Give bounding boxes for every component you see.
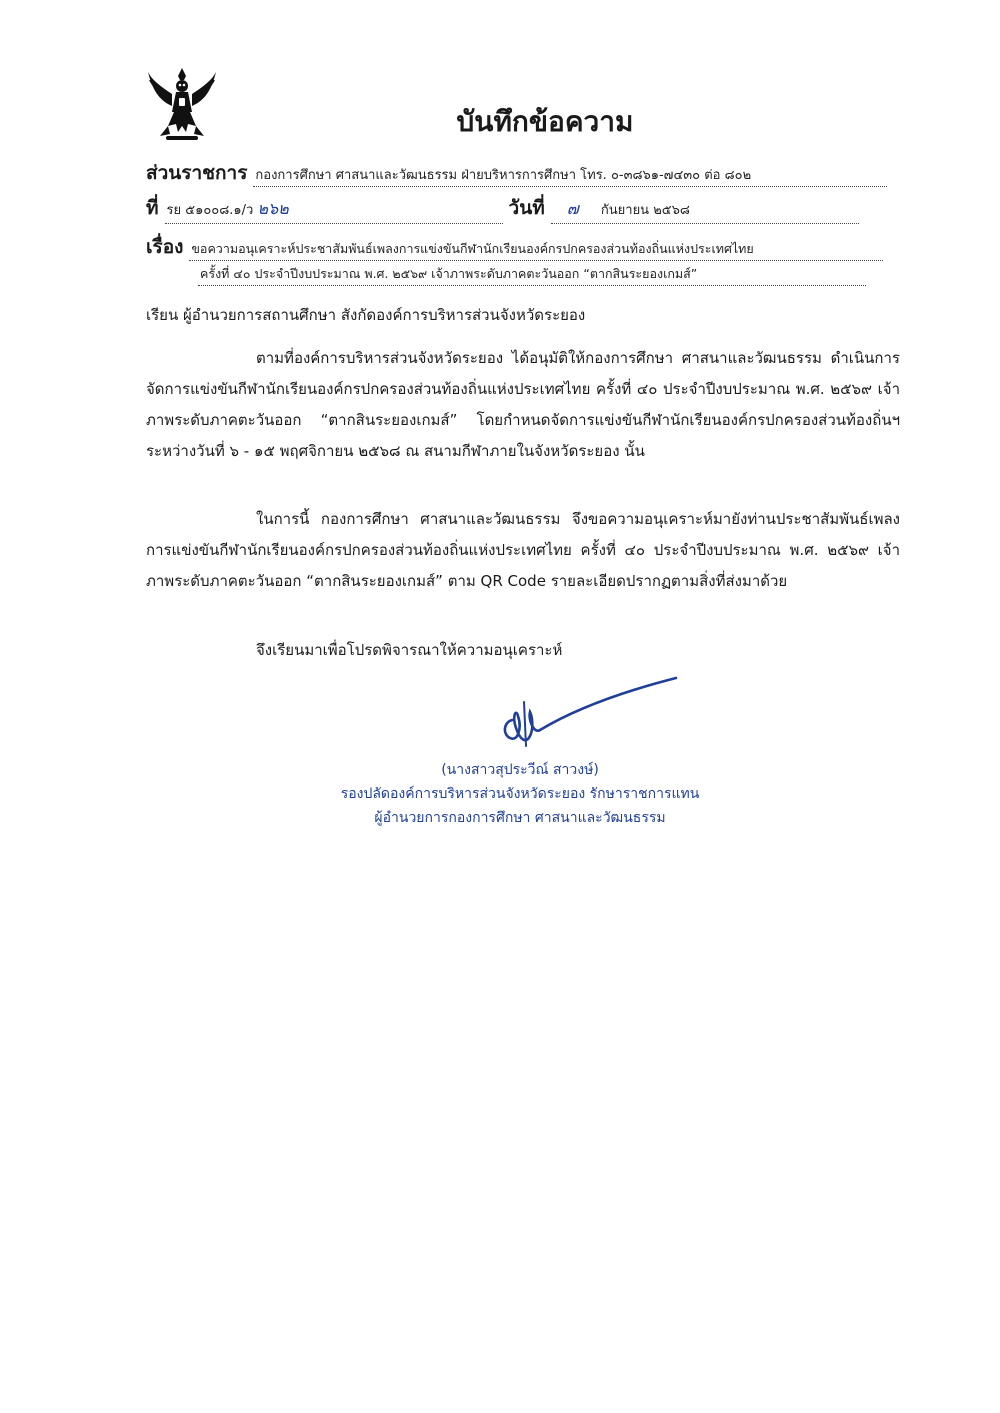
number-handwritten: ๒๖๒ xyxy=(257,199,289,218)
department-label: ส่วนราชการ xyxy=(146,162,248,184)
paragraph-2: ในการนี้ กองการศึกษา ศาสนาและวัฒนธรรม จึงขอความอนุเคราะห์มายังท่านประชาสัมพันธ์เพลงการแข่งขันกีฬานักเรียนองค์กรปกครองส่วนท้องถิ่นแห่งประเทศไทย ครั้งที่ ๔๐ ประจำปีงบประมาณ พ.ศ. ๒๕๖๙ เจ้าภาพระดับภาคตะวันออก “ตากสินระยองเกมส์” ตาม QR Code รายละเอียดปรากฏตามสิ่งที่ส่งมาด้วย xyxy=(146,510,900,590)
date-field xyxy=(551,197,859,224)
subject-label: เรื่อง xyxy=(146,236,184,258)
number-field xyxy=(165,197,503,224)
subject-row xyxy=(146,232,883,262)
date-day-handwritten: ๗ xyxy=(566,199,579,218)
handwritten-signature-icon xyxy=(500,672,685,762)
number-date-row xyxy=(146,193,859,224)
salutation: เรียน ผู้อำนวยการสถานศึกษา สังกัดองค์การบริหารส่วนจังหวัดระยอง xyxy=(146,306,586,324)
memo-title: บันทึกข้อความ xyxy=(456,105,634,138)
number-label: ที่ xyxy=(146,197,159,219)
department-value: กองการศึกษา ศาสนาและวัฒนธรรม ฝ่ายบริหารการศึกษา โทร. ๐-๓๘๖๑-๗๔๓๐ ต่อ ๘๐๒ xyxy=(253,164,887,187)
date-value: กันยายน ๒๕๖๘ xyxy=(600,203,690,218)
department-row xyxy=(146,158,887,188)
signer-position-1: รองปลัดองค์การบริหารส่วนจังหวัดระยอง รักษาราชการแทน xyxy=(340,786,700,802)
signer-position-2: ผู้อำนวยการกองการศึกษา ศาสนาและวัฒนธรรม xyxy=(374,810,666,826)
subject-row-2 xyxy=(198,264,866,286)
date-label: วันที่ xyxy=(508,197,545,219)
subject-line-2: ครั้งที่ ๔๐ ประจำปีงบประมาณ พ.ศ. ๒๕๖๙ เจ้าภาพระดับภาคตะวันออก “ตากสินระยองเกมส์” xyxy=(198,264,866,286)
signature-block xyxy=(310,758,730,830)
number-value: รย ๕๑๐๐๘.๑/ว xyxy=(166,203,254,218)
paragraph-1: ตามที่องค์การบริหารส่วนจังหวัดระยอง ได้อนุมัติให้กองการศึกษา ศาสนาและวัฒนธรรม ดำเนินการจัดการแข่งขันกีฬานักเรียนองค์กรปกครองส่วนท้องถิ่นแห่งประเทศไทย ครั้งที่ ๔๐ ประจำปีงบประมาณ พ.ศ. ๒๕๖๙ เจ้าภาพระดับภาคตะวันออก “ตากสินระยองเกมส์” โดยกำหนดจัดการแข่งขันกีฬานักเรียนองค์กรปกครองส่วนท้องถิ่นฯ ระหว่างวันที่ ๖ - ๑๕ พฤศจิกายน ๒๕๖๘ ณ สนามกีฬาภายในจังหวัดระยอง นั้น xyxy=(146,349,900,460)
signer-name: (นางสาวสุประวีณ์ สาวงษ์) xyxy=(441,762,599,778)
closing-line: จึงเรียนมาเพื่อโปรดพิจารณาให้ความอนุเคราะห์ xyxy=(256,641,563,659)
subject-line-1: ขอความอนุเคราะห์ประชาสัมพันธ์เพลงการแข่งขันกีฬานักเรียนองค์กรปกครองส่วนท้องถิ่นแห่งประเทศไทย xyxy=(189,239,883,261)
